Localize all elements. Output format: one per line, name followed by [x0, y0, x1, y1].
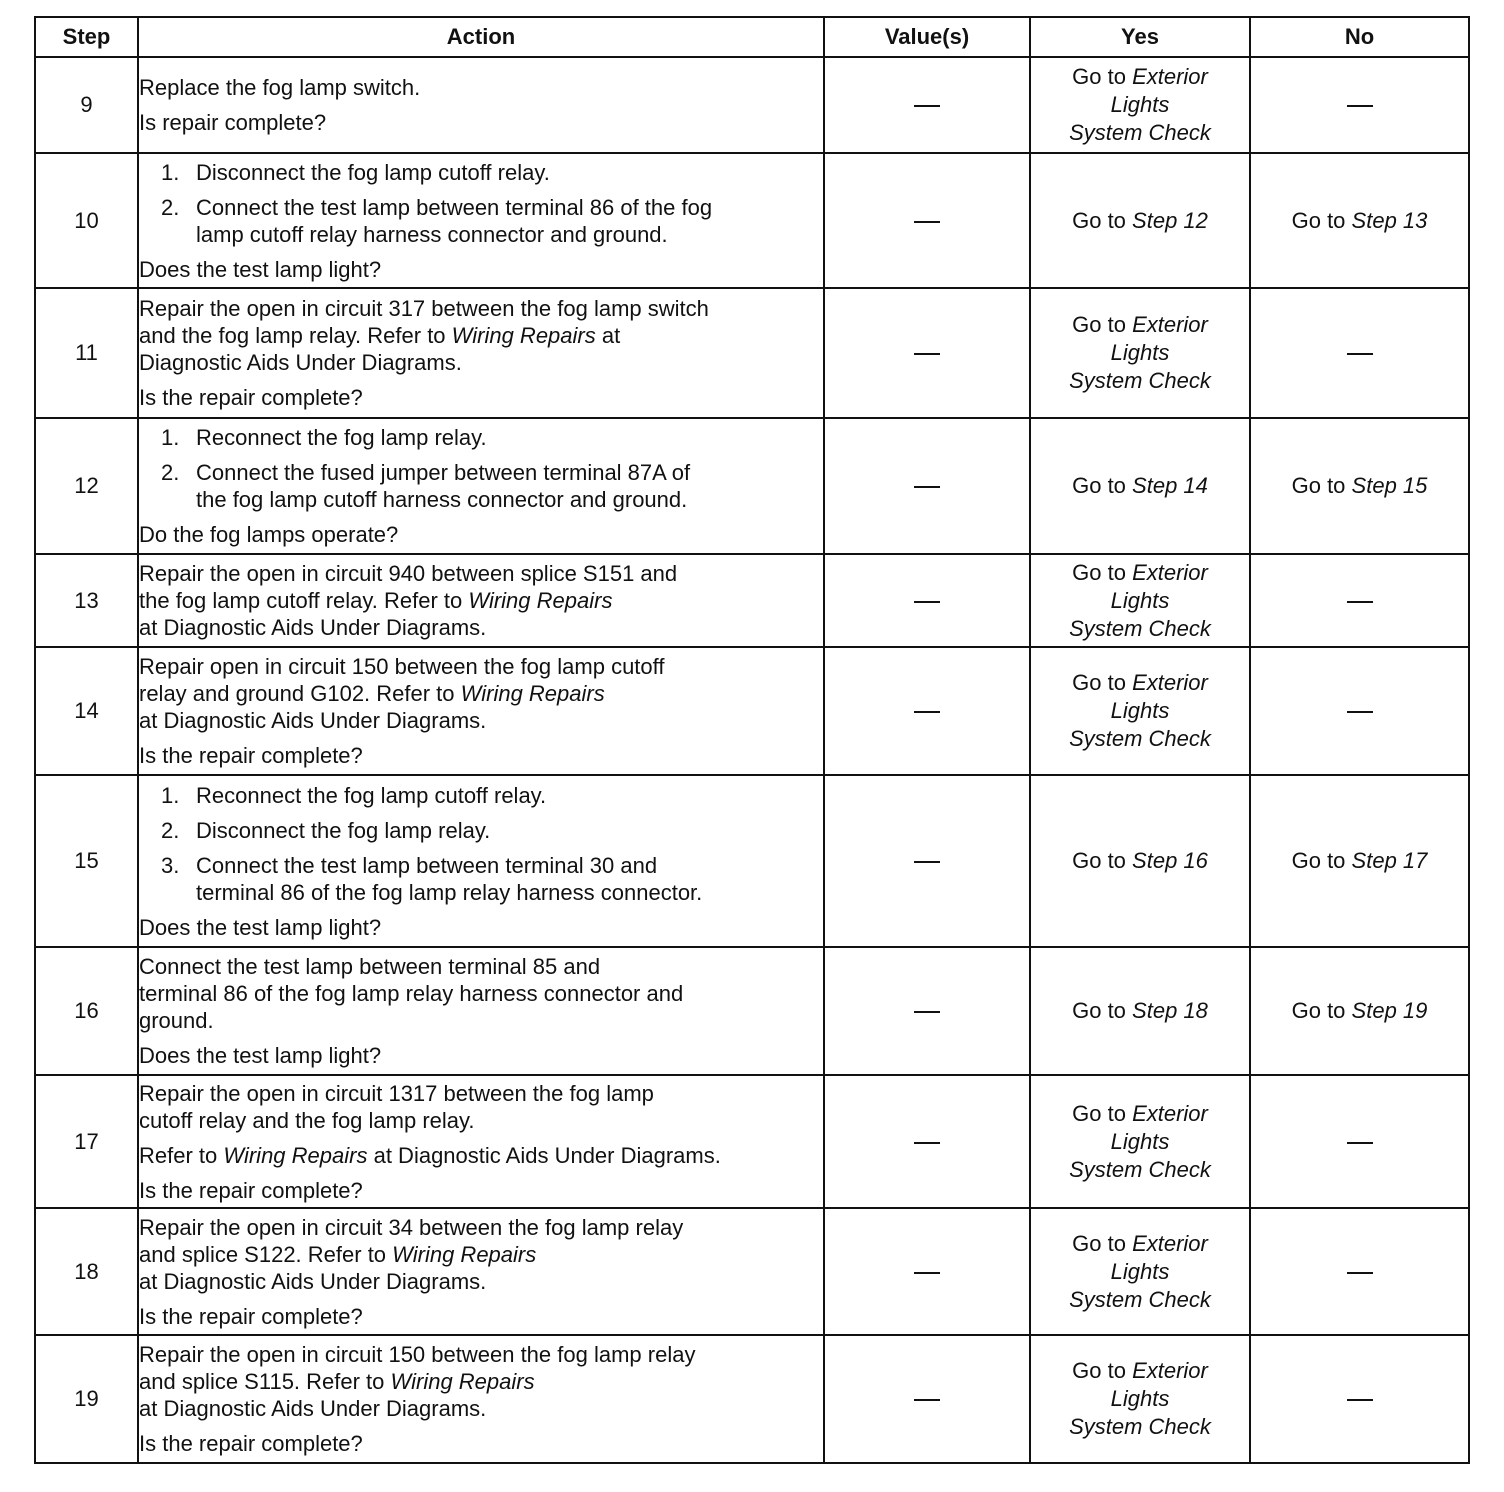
action-line: at Diagnostic Aids Under Diagrams.: [139, 1268, 487, 1294]
goto-step-link[interactable]: Step 17: [1351, 848, 1428, 873]
yes-cell: Go to Exterior Lights System Check: [1030, 1075, 1250, 1208]
value-cell: [824, 1335, 1030, 1463]
step-number: 17: [35, 1075, 138, 1208]
diagnostic-table-page: [34, 16, 1470, 1464]
value-cell: [824, 418, 1030, 554]
no-dash: [1347, 711, 1373, 713]
table-row-step-16: [35, 947, 1469, 1075]
goto-step-link[interactable]: Step 16: [1132, 848, 1208, 873]
goto-step-link[interactable]: Step 12: [1132, 207, 1208, 233]
value-dash: [914, 105, 940, 107]
step-number: 18: [35, 1208, 138, 1335]
no-cell: [1250, 1335, 1469, 1463]
numbered-item: 1. Reconnect the fog lamp relay.: [161, 425, 487, 450]
action-line: and splice S122. Refer to Wiring Repairs: [139, 1241, 537, 1267]
goto-step-link[interactable]: Step 19: [1351, 998, 1428, 1023]
system-check-link[interactable]: System Check: [1069, 120, 1211, 145]
lights-link[interactable]: Lights: [1110, 92, 1170, 117]
exterior-link[interactable]: Exterior: [1132, 64, 1208, 89]
action-question: Is the repair complete?: [139, 1177, 363, 1203]
action-line: at Diagnostic Aids Under Diagrams.: [139, 615, 487, 640]
numbered-item: 1. Reconnect the fog lamp cutoff relay.: [161, 782, 547, 808]
wiring-repairs-link[interactable]: Wiring Repairs: [392, 1241, 537, 1267]
goto-step-link[interactable]: Step 18: [1132, 998, 1208, 1023]
action-question: Is repair complete?: [139, 110, 327, 135]
action-question: Is the repair complete?: [139, 1431, 363, 1456]
table-row-step-13: [35, 554, 1469, 647]
value-cell: [824, 554, 1030, 647]
action-cell: [138, 153, 824, 288]
yes-cell: Go to Exterior Lights System Check: [1030, 1335, 1250, 1463]
action-line: and the fog lamp relay. Refer to Wiring Repairs at: [139, 323, 621, 348]
table-row-step-19: [35, 1335, 1469, 1463]
goto-step-link[interactable]: Step 15: [1351, 473, 1428, 498]
action-line: relay and ground G102. Refer to Wiring Repairs: [139, 681, 605, 706]
diagnostic-table: [34, 16, 1470, 1464]
lights-link[interactable]: Lights: [1110, 340, 1170, 365]
wiring-repairs-link[interactable]: Wiring Repairs: [223, 1142, 368, 1168]
step-number: 19: [35, 1335, 138, 1463]
value-cell: [824, 647, 1030, 775]
action-line: Repair the open in circuit 34 between the fog lamp relay: [139, 1214, 684, 1240]
action-line: Diagnostic Aids Under Diagrams.: [139, 350, 462, 375]
goto-step-link[interactable]: Step 14: [1132, 473, 1208, 498]
no-dash: [1347, 1142, 1373, 1144]
yes-cell: Go to Step 12: [1030, 153, 1250, 288]
action-cell: [138, 775, 824, 947]
lights-link[interactable]: Lights: [1110, 1258, 1170, 1284]
step-number: 13: [35, 554, 138, 647]
header-row: [35, 17, 1469, 57]
action-cell: [138, 1208, 824, 1335]
yes-cell: Go to Exterior Lights System Check: [1030, 647, 1250, 775]
action-line: terminal 86 of the fog lamp relay harness connector and: [139, 981, 684, 1006]
action-line: Replace the fog lamp switch.: [139, 75, 421, 100]
value-dash: [914, 221, 940, 223]
yes-cell: Go to Step 18: [1030, 947, 1250, 1075]
step-number: 9: [35, 57, 138, 153]
value-dash: [914, 601, 940, 603]
value-dash: [914, 1272, 940, 1274]
system-check-link[interactable]: System Check: [1069, 1156, 1211, 1182]
lights-link[interactable]: Lights: [1110, 1386, 1170, 1411]
table-row-step-9: [35, 57, 1469, 153]
system-check-link[interactable]: System Check: [1069, 368, 1211, 393]
wiring-repairs-link[interactable]: Wiring Repairs: [390, 1369, 535, 1394]
no-dash: [1347, 1399, 1373, 1401]
header-no: No: [1250, 17, 1469, 57]
yes-cell: Go to Step 16: [1030, 775, 1250, 947]
action-question: Is the repair complete?: [139, 385, 363, 410]
value-dash: [914, 1011, 940, 1013]
action-question: Do the fog lamps operate?: [139, 522, 399, 547]
action-question: Does the test lamp light?: [139, 256, 382, 282]
system-check-link[interactable]: System Check: [1069, 615, 1211, 641]
numbered-item: 2. Disconnect the fog lamp relay.: [161, 817, 491, 843]
no-cell: [1250, 1208, 1469, 1335]
lights-link[interactable]: Lights: [1110, 587, 1170, 613]
system-check-link[interactable]: System Check: [1069, 1286, 1211, 1312]
numbered-item: 3. Connect the test lamp between terminal 30 and terminal 86 of the fog lamp relay harness connector.: [161, 852, 703, 905]
value-dash: [914, 1399, 940, 1401]
table-row-step-14: [35, 647, 1469, 775]
action-cell: [138, 57, 824, 153]
action-line: ground.: [139, 1008, 214, 1033]
exterior-link[interactable]: Exterior: [1132, 1100, 1208, 1126]
no-cell: [1250, 554, 1469, 647]
yes-cell: Go to Exterior Lights System Check: [1030, 554, 1250, 647]
action-question: Is the repair complete?: [139, 1303, 363, 1329]
action-cell: [138, 418, 824, 554]
exterior-link[interactable]: Exterior: [1132, 1358, 1208, 1383]
numbered-item: 1. Disconnect the fog lamp cutoff relay.: [161, 159, 550, 185]
no-cell: [1250, 288, 1469, 418]
value-cell: [824, 1208, 1030, 1335]
no-dash: [1347, 105, 1373, 107]
step-number: 15: [35, 775, 138, 947]
wiring-repairs-link[interactable]: Wiring Repairs: [468, 588, 613, 613]
table-row-step-17: [35, 1075, 1469, 1208]
no-cell: [1250, 57, 1469, 153]
no-dash: [1347, 601, 1373, 603]
action-cell: [138, 554, 824, 647]
value-dash: [914, 861, 940, 863]
exterior-link[interactable]: Exterior: [1132, 1230, 1208, 1256]
value-cell: [824, 1075, 1030, 1208]
step-number: 10: [35, 153, 138, 288]
goto-step-link[interactable]: Step 13: [1351, 207, 1428, 233]
action-question: Is the repair complete?: [139, 743, 363, 768]
header-action: Action: [138, 17, 824, 57]
no-cell: Go to Step 17: [1250, 775, 1469, 947]
no-dash: [1347, 1272, 1373, 1274]
yes-cell: Go to Step 14: [1030, 418, 1250, 554]
no-cell: [1250, 1075, 1469, 1208]
table-row-step-18: [35, 1208, 1469, 1335]
lights-link[interactable]: Lights: [1110, 1128, 1170, 1154]
no-cell: Go to Step 15: [1250, 418, 1469, 554]
value-cell: [824, 775, 1030, 947]
value-cell: [824, 947, 1030, 1075]
action-cell: [138, 1075, 824, 1208]
action-line: the fog lamp cutoff relay. Refer to Wiring Repairs: [139, 588, 613, 613]
no-cell: Go to Step 13: [1250, 153, 1469, 288]
yes-cell: Go to Exterior Lights System Check: [1030, 288, 1250, 418]
table-row-step-10: [35, 153, 1469, 288]
header-yes: Yes: [1030, 17, 1250, 57]
no-cell: [1250, 647, 1469, 775]
exterior-link[interactable]: Exterior: [1132, 559, 1208, 585]
action-line: and splice S115. Refer to Wiring Repairs: [139, 1369, 535, 1394]
value-dash: [914, 711, 940, 713]
numbered-item: 2. Connect the test lamp between terminal 86 of the fog lamp cutoff relay harness connector and ground.: [161, 194, 713, 247]
action-line: Refer to Wiring Repairs at Diagnostic Aids Under Diagrams.: [139, 1142, 721, 1168]
action-line: at Diagnostic Aids Under Diagrams.: [139, 708, 487, 733]
value-cell: [824, 57, 1030, 153]
action-question: Does the test lamp light?: [139, 1043, 382, 1068]
exterior-link[interactable]: Exterior: [1132, 312, 1208, 337]
value-cell: [824, 288, 1030, 418]
value-dash: [914, 1142, 940, 1144]
action-line: cutoff relay and the fog lamp relay.: [139, 1107, 475, 1133]
action-cell: [138, 647, 824, 775]
table-row-step-11: [35, 288, 1469, 418]
wiring-repairs-link[interactable]: Wiring Repairs: [451, 323, 596, 348]
system-check-link[interactable]: System Check: [1069, 726, 1211, 751]
goto-text: Go to: [1072, 64, 1126, 89]
action-line: Repair the open in circuit 1317 between the fog lamp: [139, 1080, 654, 1106]
system-check-link[interactable]: System Check: [1069, 1414, 1211, 1439]
action-line: Repair the open in circuit 150 between the fog lamp relay: [139, 1342, 696, 1367]
action-line: at Diagnostic Aids Under Diagrams.: [139, 1396, 487, 1421]
action-cell: [138, 947, 824, 1075]
value-dash: [914, 353, 940, 355]
no-dash: [1347, 353, 1373, 355]
wiring-repairs-link[interactable]: Wiring Repairs: [460, 681, 605, 706]
header-values: Value(s): [824, 17, 1030, 57]
yes-cell: [1030, 57, 1250, 153]
yes-cell: Go to Exterior Lights System Check: [1030, 1208, 1250, 1335]
table-row-step-12: [35, 418, 1469, 554]
step-number: 11: [35, 288, 138, 418]
lights-link[interactable]: Lights: [1110, 698, 1170, 723]
action-question: Does the test lamp light?: [139, 914, 382, 940]
step-number: 14: [35, 647, 138, 775]
table-row-step-15: [35, 775, 1469, 947]
action-line: Repair the open in circuit 317 between the fog lamp switch: [139, 296, 709, 321]
numbered-item: 2. Connect the fused jumper between terminal 87A of the fog lamp cutoff harness connector and ground.: [161, 460, 691, 512]
step-number: 16: [35, 947, 138, 1075]
no-cell: Go to Step 19: [1250, 947, 1469, 1075]
action-line: Repair open in circuit 150 between the fog lamp cutoff: [139, 654, 665, 679]
step-number: 12: [35, 418, 138, 554]
header-step: Step: [35, 17, 138, 57]
exterior-link[interactable]: Exterior: [1132, 670, 1208, 695]
action-cell: [138, 288, 824, 418]
value-dash: [914, 486, 940, 488]
action-line: Connect the test lamp between terminal 85 and: [139, 954, 601, 979]
action-cell: [138, 1335, 824, 1463]
action-line: Repair the open in circuit 940 between splice S151 and: [139, 561, 678, 586]
value-cell: [824, 153, 1030, 288]
